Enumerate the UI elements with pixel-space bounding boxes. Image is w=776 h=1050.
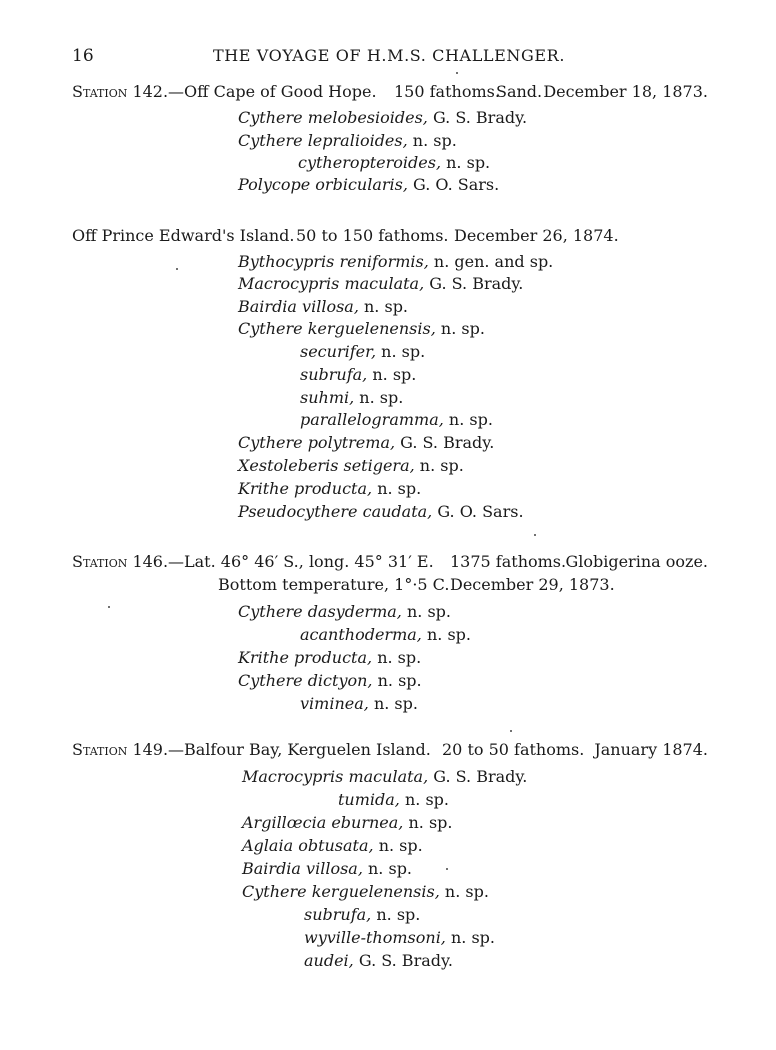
species-entry [338, 790, 449, 810]
station-label: Station 146. [72, 552, 169, 571]
species-name: acanthoderma, [300, 625, 422, 644]
print-speck [176, 268, 178, 270]
prince-edward-heading [72, 226, 708, 248]
species-name: parallelogramma, [300, 410, 444, 429]
species-entry [304, 928, 495, 948]
station-label: Station 149. [72, 740, 169, 759]
species-authority: G. S. Brady. [429, 274, 524, 293]
species-name: securifer, [300, 342, 377, 361]
species-authority: n. sp. [426, 625, 471, 644]
species-authority: n. sp. [377, 479, 422, 498]
species-authority: n. sp. [359, 388, 404, 407]
species-authority: n. sp. [377, 671, 422, 690]
species-name: audei, [304, 951, 354, 970]
species-entry [300, 388, 403, 408]
bottom: Sand. [496, 82, 543, 101]
page-header [72, 46, 706, 70]
station-149-heading [72, 740, 708, 762]
species-authority: G. S. Brady. [358, 951, 453, 970]
species-entry [300, 342, 425, 362]
species-authority: n. sp. [373, 694, 418, 713]
species-authority: n. sp. [419, 456, 464, 475]
species-name: Bythocypris reniformis, [238, 252, 429, 271]
species-authority: n. sp. [378, 836, 423, 855]
species-authority: n. sp. [412, 131, 457, 150]
print-speck [456, 72, 458, 74]
species-name: Krithe producta, [238, 479, 373, 498]
species-entry [300, 625, 471, 645]
depth: 50 to 150 fathoms. [296, 226, 449, 245]
locality: —Off Cape of Good Hope. [168, 82, 377, 101]
print-speck [446, 868, 448, 870]
species-name: viminea, [300, 694, 369, 713]
date: January 1874. [594, 740, 708, 759]
species-entry [238, 456, 464, 476]
locality: Off Prince Edward's Island. [72, 226, 295, 245]
species-entry [238, 671, 422, 691]
species-entry [242, 836, 423, 856]
species-name: suhmi, [300, 388, 355, 407]
species-name: subrufa, [304, 905, 372, 924]
species-entry [238, 175, 499, 195]
species-authority: n. sp. [368, 859, 413, 878]
species-authority: n. sp. [408, 813, 453, 832]
species-entry [304, 905, 420, 925]
depth: 1375 fathoms. [450, 552, 567, 571]
species-entry [242, 882, 489, 902]
print-speck [510, 730, 512, 732]
species-authority: G. O. Sars. [437, 502, 524, 521]
station-label: Station 142. [72, 82, 169, 101]
species-name: Cythere dictyon, [238, 671, 373, 690]
species-authority: n. sp. [377, 648, 422, 667]
species-name: Pseudocythere caudata, [238, 502, 433, 521]
depth: 20 to 50 fathoms. [442, 740, 585, 759]
species-entry [242, 767, 527, 787]
date: December 18, 1873. [543, 82, 708, 101]
species-name: Bairdia villosa, [238, 297, 359, 316]
species-entry [300, 694, 418, 714]
species-authority: n. sp. [364, 297, 409, 316]
species-name: Cythere dasyderma, [238, 602, 402, 621]
depth: 150 fathoms. [394, 82, 500, 101]
species-name: Cythere kerguelenensis, [238, 319, 436, 338]
print-speck [534, 534, 536, 536]
species-entry [238, 108, 527, 128]
species-name: Macrocypris maculata, [238, 274, 425, 293]
station-146-heading [72, 552, 708, 574]
species-entry [300, 365, 416, 385]
species-authority: n. sp. [381, 342, 426, 361]
species-name: subrufa, [300, 365, 368, 384]
species-authority: n. sp. [372, 365, 417, 384]
species-entry [238, 648, 421, 668]
station-146-heading-cont [72, 575, 708, 597]
species-name: Cythere polytrema, [238, 433, 396, 452]
species-entry [238, 274, 523, 294]
bottom: Globigerina ooze. [565, 552, 708, 571]
species-name: Cythere lepralioides, [238, 131, 408, 150]
species-entry [238, 131, 457, 151]
species-entry [238, 602, 451, 622]
species-name: Polycope orbicularis, [238, 175, 408, 194]
species-entry [304, 951, 453, 971]
running-title: THE VOYAGE OF H.M.S. CHALLENGER. [212, 46, 566, 65]
species-entry [238, 433, 494, 453]
date: December 29, 1873. [450, 575, 615, 594]
species-authority: n. sp. [450, 928, 495, 947]
species-entry [238, 252, 553, 272]
species-name: Xestoleberis setigera, [238, 456, 415, 475]
species-entry [238, 502, 524, 522]
species-authority: G. S. Brady. [400, 433, 495, 452]
species-authority: G. S. Brady. [432, 108, 528, 127]
species-authority: n. gen. and sp. [433, 252, 554, 271]
species-name: wyville-thomsoni, [304, 928, 446, 947]
species-entry [238, 479, 421, 499]
species-name: tumida, [338, 790, 400, 809]
species-authority: n. sp. [404, 790, 449, 809]
species-authority: G. S. Brady. [433, 767, 528, 786]
species-entry [238, 297, 408, 317]
locality: —Lat. 46° 46′ S., long. 45° 31′ E. [168, 552, 434, 571]
species-name: Argillœcia eburnea, [242, 813, 404, 832]
species-entry [298, 153, 490, 173]
temperature: Bottom temperature, 1°·5 C. [218, 575, 450, 594]
species-name: cytheropteroides, [298, 153, 442, 172]
page-number: 16 [72, 46, 94, 66]
species-name: Bairdia villosa, [242, 859, 363, 878]
locality: —Balfour Bay, Kerguelen Island. [168, 740, 431, 759]
species-name: Aglaia obtusata, [242, 836, 374, 855]
species-entry [238, 319, 485, 339]
print-speck [108, 606, 110, 608]
species-authority: n. sp. [444, 882, 489, 901]
species-entry [242, 859, 412, 879]
date: December 26, 1874. [454, 226, 619, 245]
species-name: Krithe producta, [238, 648, 373, 667]
species-name: Macrocypris maculata, [242, 767, 429, 786]
species-authority: n. sp. [440, 319, 485, 338]
species-authority: n. sp. [406, 602, 451, 621]
species-authority: n. sp. [448, 410, 493, 429]
species-authority: n. sp. [446, 153, 491, 172]
species-name: Cythere kerguelenensis, [242, 882, 440, 901]
station-142-heading [72, 82, 708, 104]
species-entry [300, 410, 493, 430]
species-entry [242, 813, 453, 833]
species-authority: G. O. Sars. [413, 175, 500, 194]
species-authority: n. sp. [376, 905, 421, 924]
species-name: Cythere melobesioides, [238, 108, 428, 127]
